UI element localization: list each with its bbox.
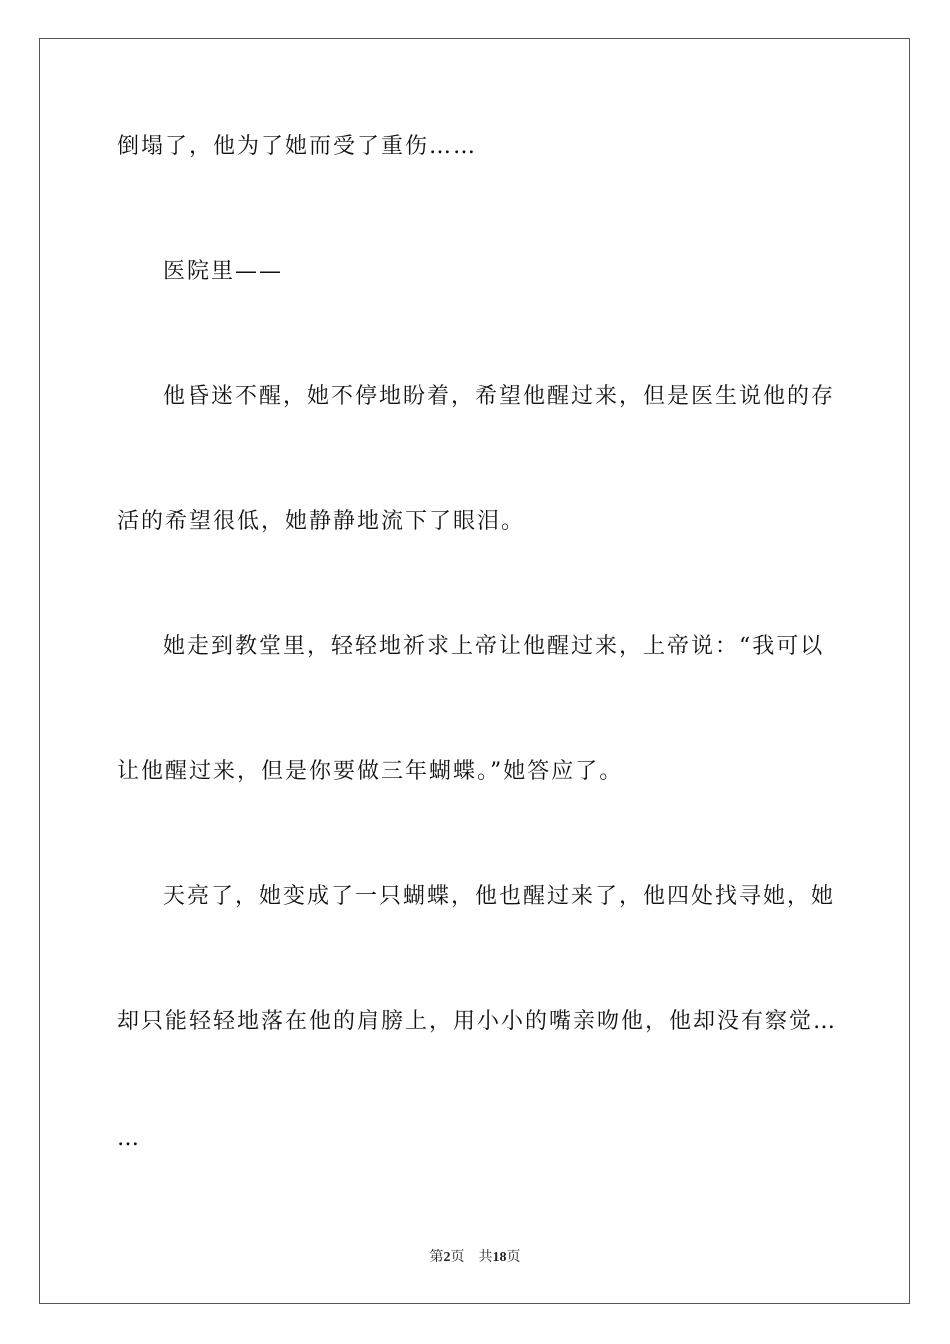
text-line-8: 却只能轻轻地落在他的肩膀上，用小小的嘴亲吻他，他却没有察觉… bbox=[117, 1009, 838, 1034]
text-line-5: 她走到教堂里，轻轻地祈求上帝让他醒过来，上帝说：“我可以 bbox=[163, 634, 825, 659]
text-line-4: 活的希望很低，她静静地流下了眼泪。 bbox=[117, 509, 526, 534]
total-prefix: 共 bbox=[478, 1250, 493, 1265]
total-suffix: 页 bbox=[506, 1250, 521, 1265]
page-footer bbox=[0, 1246, 950, 1266]
text-line-6: 让他醒过来，但是你要做三年蝴蝶。”她答应了。 bbox=[117, 759, 624, 784]
text-line-2: 医院里—— bbox=[163, 259, 284, 284]
page-suffix: 页 bbox=[450, 1250, 465, 1265]
page-prefix: 第 bbox=[429, 1250, 444, 1265]
text-line-7: 天亮了，她变成了一只蝴蝶，他也醒过来了，他四处找寻她，她 bbox=[163, 884, 836, 909]
text-line-3: 他昏迷不醒，她不停地盼着，希望他醒过来，但是医生说他的存 bbox=[163, 384, 836, 409]
total-pages: 18 bbox=[492, 1250, 507, 1265]
text-line-9: … bbox=[117, 1126, 141, 1151]
page-border bbox=[39, 38, 910, 1304]
text-line-1: 倒塌了，他为了她而受了重伤…… bbox=[117, 134, 478, 159]
page-number: 2 bbox=[443, 1250, 451, 1265]
